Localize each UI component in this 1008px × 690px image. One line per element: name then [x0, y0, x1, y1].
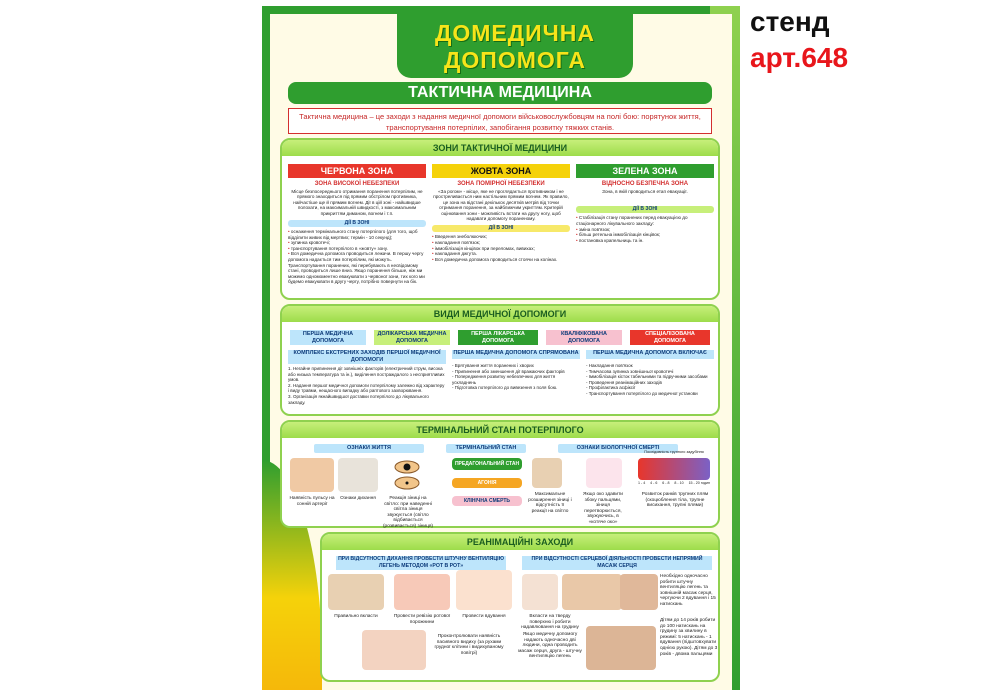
green-zone-sub: ВІДНОСНО БЕЗПЕЧНА ЗОНА	[601, 181, 689, 187]
red-zone-label: ЧЕРВОНА ЗОНА	[288, 164, 426, 178]
red-zone-sub: ЗОНА ВИСОКОЇ НЕБЕЗПЕКИ	[314, 181, 400, 187]
list-item: • Введення знеболюючих;	[432, 234, 570, 240]
red-zone-text: Місце безпосереднього отримання поранення потерпілим, не прямого знаходиться під прямим обстрілом противника, найчастіше ще й прямим вогнем. Дії в цій зоні - найшвидше полохати, на максимальній швидкості, з максимальним прикриттям диманом, вогнем і т.п.	[291, 189, 423, 216]
lividity-scale-title: Послідовність трупного задубіння	[644, 450, 704, 454]
rean-caption-exhale: Проконтролювати наявність пасивного видиху (за рухами грудної клітини і видихуваному повітрі)	[434, 634, 504, 656]
col3-head: ПЕРША МЕДИЧНА ДОПОМОГА ВКЛЮЧАЄ	[586, 350, 714, 359]
list-item: • Вся домедична допомога проводиться стоячи на колінах.	[432, 257, 570, 263]
stage-clinical-death: КЛІНІЧНА СМЕРТЬ	[452, 496, 522, 506]
list-item: 1. Негайне припинення дії зовнішніх факторів (електричний струм, висока або низька температура та ін.), виділення постраждалого з несприятливих умов.	[288, 366, 445, 383]
mouth-check-icon	[394, 574, 450, 610]
list-item: • накладання пов'язок;	[432, 240, 570, 246]
zones-panel	[280, 138, 720, 300]
list-item: - Врятування життя поранених і хворих	[452, 363, 534, 368]
yellow-zone-action: ДІЇ В ЗОНІ	[432, 225, 570, 232]
list-item: - Попередження розвитку небезпечних для життя ускладнень	[452, 374, 556, 385]
list-item: • зупинка кровотечі;	[288, 240, 426, 246]
type-first-doctor: ПЕРША ЛІКАРСЬКА ДОПОМОГА	[458, 330, 538, 345]
scale-tick: 15 - 20 годин	[688, 481, 710, 485]
list-item: • Стабілізація стану поранених перед евакуацією до стаціонарного лікувального закладу:	[576, 215, 714, 226]
list-item: - Іммобілізація кісток табельними та підручними засобами	[586, 374, 708, 380]
yellow-zone-label: ЖОВТА ЗОНА	[432, 164, 570, 178]
type-prehospital: ДОЛІКАРСЬКА МЕДИЧНА ДОПОМОГА	[374, 330, 450, 345]
rean-panel	[320, 532, 720, 682]
cpr-pair-icon	[586, 626, 656, 670]
pupil-reaction-icon	[384, 458, 430, 492]
scale-tick: 4 - 6	[650, 481, 658, 485]
green-zone-label: ЗЕЛЕНА ЗОНА	[576, 164, 714, 178]
type-specialized: СПЕЦІАЛІЗОВАНА ДОПОМОГА	[630, 330, 710, 345]
list-item: - Профілактика асфіксії	[586, 385, 636, 391]
green-zone	[576, 164, 714, 243]
breathing-check-icon	[338, 458, 378, 492]
life-caption-pupil: Реакція зіниці на світло: при наведенні світла зіниця звужується (світло відбивається (розвивається) зіниця)	[382, 496, 434, 529]
types-panel	[280, 304, 720, 416]
list-item: • іммобілізація кінцівок при переломах, вивихах;	[432, 246, 570, 252]
cpr-single-icon	[562, 574, 622, 610]
col2-list	[452, 363, 580, 391]
stage-agony: АГОНІЯ	[452, 478, 522, 488]
subtitle: ТАКТИЧНА МЕДИЦИНА	[288, 82, 712, 104]
red-zone-action: ДІЇ В ЗОНІ	[288, 220, 426, 227]
list-item: • оснаження термінального стану потерпілого (для того, щоб відділити живих від мертвих; термін - 10 секунд);	[288, 229, 426, 240]
rean-right-head: ПРИ ВІДСУТНОСТІ СЕРЦЕВОЇ ДІЯЛЬНОСТІ ПРОВЕСТИ НЕПРЯМИЙ МАСАЖ СЕРЦЯ	[522, 556, 712, 570]
cat-eye-icon	[586, 458, 622, 488]
article-number: арт.648	[750, 42, 849, 73]
rean-caption-alternate: Необхідно одночасно робити штучну вентиляцію легень та зовнішній масаж серця, чергуючи 2 вдування і 15 натискань	[660, 574, 716, 607]
list-item: • більш ретельна іммобілізація кінцівок;	[576, 232, 714, 238]
scale-tick: 1 - 4	[638, 481, 646, 485]
list-item: - Накладання пов'язок	[586, 363, 633, 368]
zones-header: ЗОНИ ТАКТИЧНОЇ МЕДИЦИНИ	[282, 140, 718, 156]
death-caption-lividity: Розвиток ранків трупних плям (скоцюблення тіла, трупне висихання, трупні плями)	[641, 492, 709, 509]
death-signs-head: ОЗНАКИ БІОЛОГІЧНОЇ СМЕРТІ	[558, 444, 678, 453]
rescue-breath-icon	[456, 570, 512, 610]
yellow-zone-list	[432, 234, 570, 262]
col1-list	[288, 366, 446, 405]
list-item: • постановка крапельниць та ін.	[576, 238, 714, 244]
list-item: - Підготовка потерпілого до вивезення з поля бою.	[452, 385, 558, 391]
list-item: - Припинення або зменшення дії вражаючих факторів	[452, 368, 565, 374]
yellow-zone-sub: ЗОНА ПОМІРНОЇ НЕБЕЗПЕКИ	[457, 181, 545, 187]
lay-victim-icon	[328, 574, 384, 610]
green-zone-action: ДІЇ В ЗОНІ	[576, 206, 714, 213]
red-zone	[288, 164, 426, 285]
list-item: 3. Організація якнайшвидшої доставки потерпілого до лікувального закладу.	[288, 393, 429, 405]
scale-tick: 8 - 10	[674, 481, 684, 485]
green-zone-list	[576, 215, 714, 243]
type-qualified: КВАЛІФІКОВАНА ДОПОМОГА	[546, 330, 622, 345]
life-signs-head: ОЗНАКИ ЖИТТЯ	[314, 444, 424, 453]
rean-caption-two-people: Якщо медичну допомогу надають одночасно дві людини, одна проводить масаж серця, друга - штучну вентиляцію легень	[518, 632, 582, 660]
cpr-two-icon	[620, 574, 658, 610]
pupil-dilated-icon	[532, 458, 562, 488]
life-caption-breath: Ознаки дихання	[340, 496, 376, 501]
rean-caption-lay: Правильно вкласти	[334, 614, 378, 619]
yellow-zone-text: «За рогом» - місце, яке не проглядається противником і не простреливається ним настільним прямим вогнем. Як правило, це зона на відстані декількох десятків метрів від точки отримання поранення, за найближчим укриттям. Критерій оцінювання зони - можливість встати на другу ногу, щоб надавати допомогу пораненому.	[433, 189, 569, 222]
title-banner	[397, 14, 633, 78]
types-header: ВИДИ МЕДИЧНОЇ ДОПОМОГИ	[282, 306, 718, 322]
terminal-stages-head: ТЕРМІНАЛЬНИЙ СТАН	[446, 444, 526, 453]
col3-list	[586, 363, 714, 397]
death-caption-cat-eye: Якщо око здавити збоку пальцями, зіниця перетворюється, звужуючись, в «котяче око»	[583, 492, 623, 525]
chest-press-icon	[522, 574, 558, 610]
title-line2: ДОПОМОГА	[444, 47, 586, 73]
list-item: 2. Надання першої медичної допомоги потерпілому залежно від характеру і виду травми, нещасного випадку або раптового захворювання.	[288, 382, 445, 394]
pulse-check-icon	[290, 458, 334, 492]
rean-caption-press: Вкласти на тверду поверхню і робити надавлювання на грудину	[521, 614, 579, 631]
lividity-scale-icon	[638, 458, 710, 480]
exhale-check-icon	[362, 630, 426, 670]
list-item: • транспортування потерпілого в «жовту» зону.	[288, 246, 426, 252]
rean-left-head: ПРИ ВІДСУТНОСТІ ДИХАННЯ ПРОВЕСТИ ШТУЧНУ ВЕНТИЛЯЦІЮ ЛЕГЕНЬ МЕТОДОМ «РОТ В РОТ»	[336, 556, 506, 570]
list-item: - Проведення реанімаційних заходів	[586, 379, 662, 385]
green-zone-text: Зона, в якій проводиться етап евакуації.	[602, 189, 688, 194]
red-zone-list	[288, 229, 426, 285]
stend-label: стенд	[750, 6, 830, 37]
rean-caption-children: Дітям до 14 років робити до 100 натискань на грудину за хвилину в режимі: 5 натискань - 1 вдування (підштовхувати однією рукою). Дітям до 3 років - двома пальцями	[660, 618, 718, 657]
list-item: • зміна пов'язок;	[576, 227, 714, 233]
rean-header: РЕАНІМАЦІЙНІ ЗАХОДИ	[322, 534, 718, 550]
col1-head: КОМПЛЕКС ЕКСТРЕНИХ ЗАХОДІВ ПЕРШОЇ МЕДИЧНОЇ ДОПОМОГИ	[288, 350, 446, 364]
rean-caption-breath: Провести вдування	[462, 614, 506, 619]
stage-preagonal: ПРЕДАГОНАЛЬНИЙ СТАН	[452, 458, 522, 470]
intro-text: Тактична медицина – це заходи з надання медичної допомоги військовослужбовцям на полі бою: порятунок життя, транспортування потерпілих, запобігання розвитку тяжких станів.	[288, 108, 712, 134]
rean-caption-mouth: Провести ревізію ротової порожнини	[393, 614, 451, 625]
scale-tick: 6 - 8	[662, 481, 670, 485]
title-line1: ДОМЕДИЧНА	[434, 20, 596, 46]
type-first-aid: ПЕРША МЕДИЧНА ДОПОМОГА	[290, 330, 366, 345]
list-item: - Тимчасова зупинка зовнішньої кровотечі	[586, 368, 674, 374]
col2-head: ПЕРША МЕДИЧНА ДОПОМОГА СПРЯМОВАНА	[452, 350, 580, 359]
life-caption-pulse: Наявність пульсу на сонній артерії	[289, 496, 335, 507]
terminal-panel	[280, 420, 720, 528]
list-item: • Вся домедична допомога проводиться лежачи. В першу чергу допомога надається тим потерпілим, які можуть. Транспортування поранених, які перебувають в несвідомому стані, проводиться лише вниз. Якщо поранення більше, ніж ми можемо одномоментно евакуювати з червоної зони, тих кого ми будемо евакуювати в другу чергу, потрібно повернути на бік.	[288, 251, 426, 285]
yellow-zone	[432, 164, 570, 262]
list-item: - Транспортування потерпілого до медичної установи	[586, 390, 698, 396]
list-item: • накладання джгута.	[432, 251, 570, 257]
lividity-scale-ticks	[638, 481, 710, 485]
death-caption-pupil: Максимальне розширення зіниці і відсутність її реакції на світло	[528, 492, 572, 514]
terminal-header: ТЕРМІНАЛЬНИЙ СТАН ПОТЕРПІЛОГО	[282, 422, 718, 438]
